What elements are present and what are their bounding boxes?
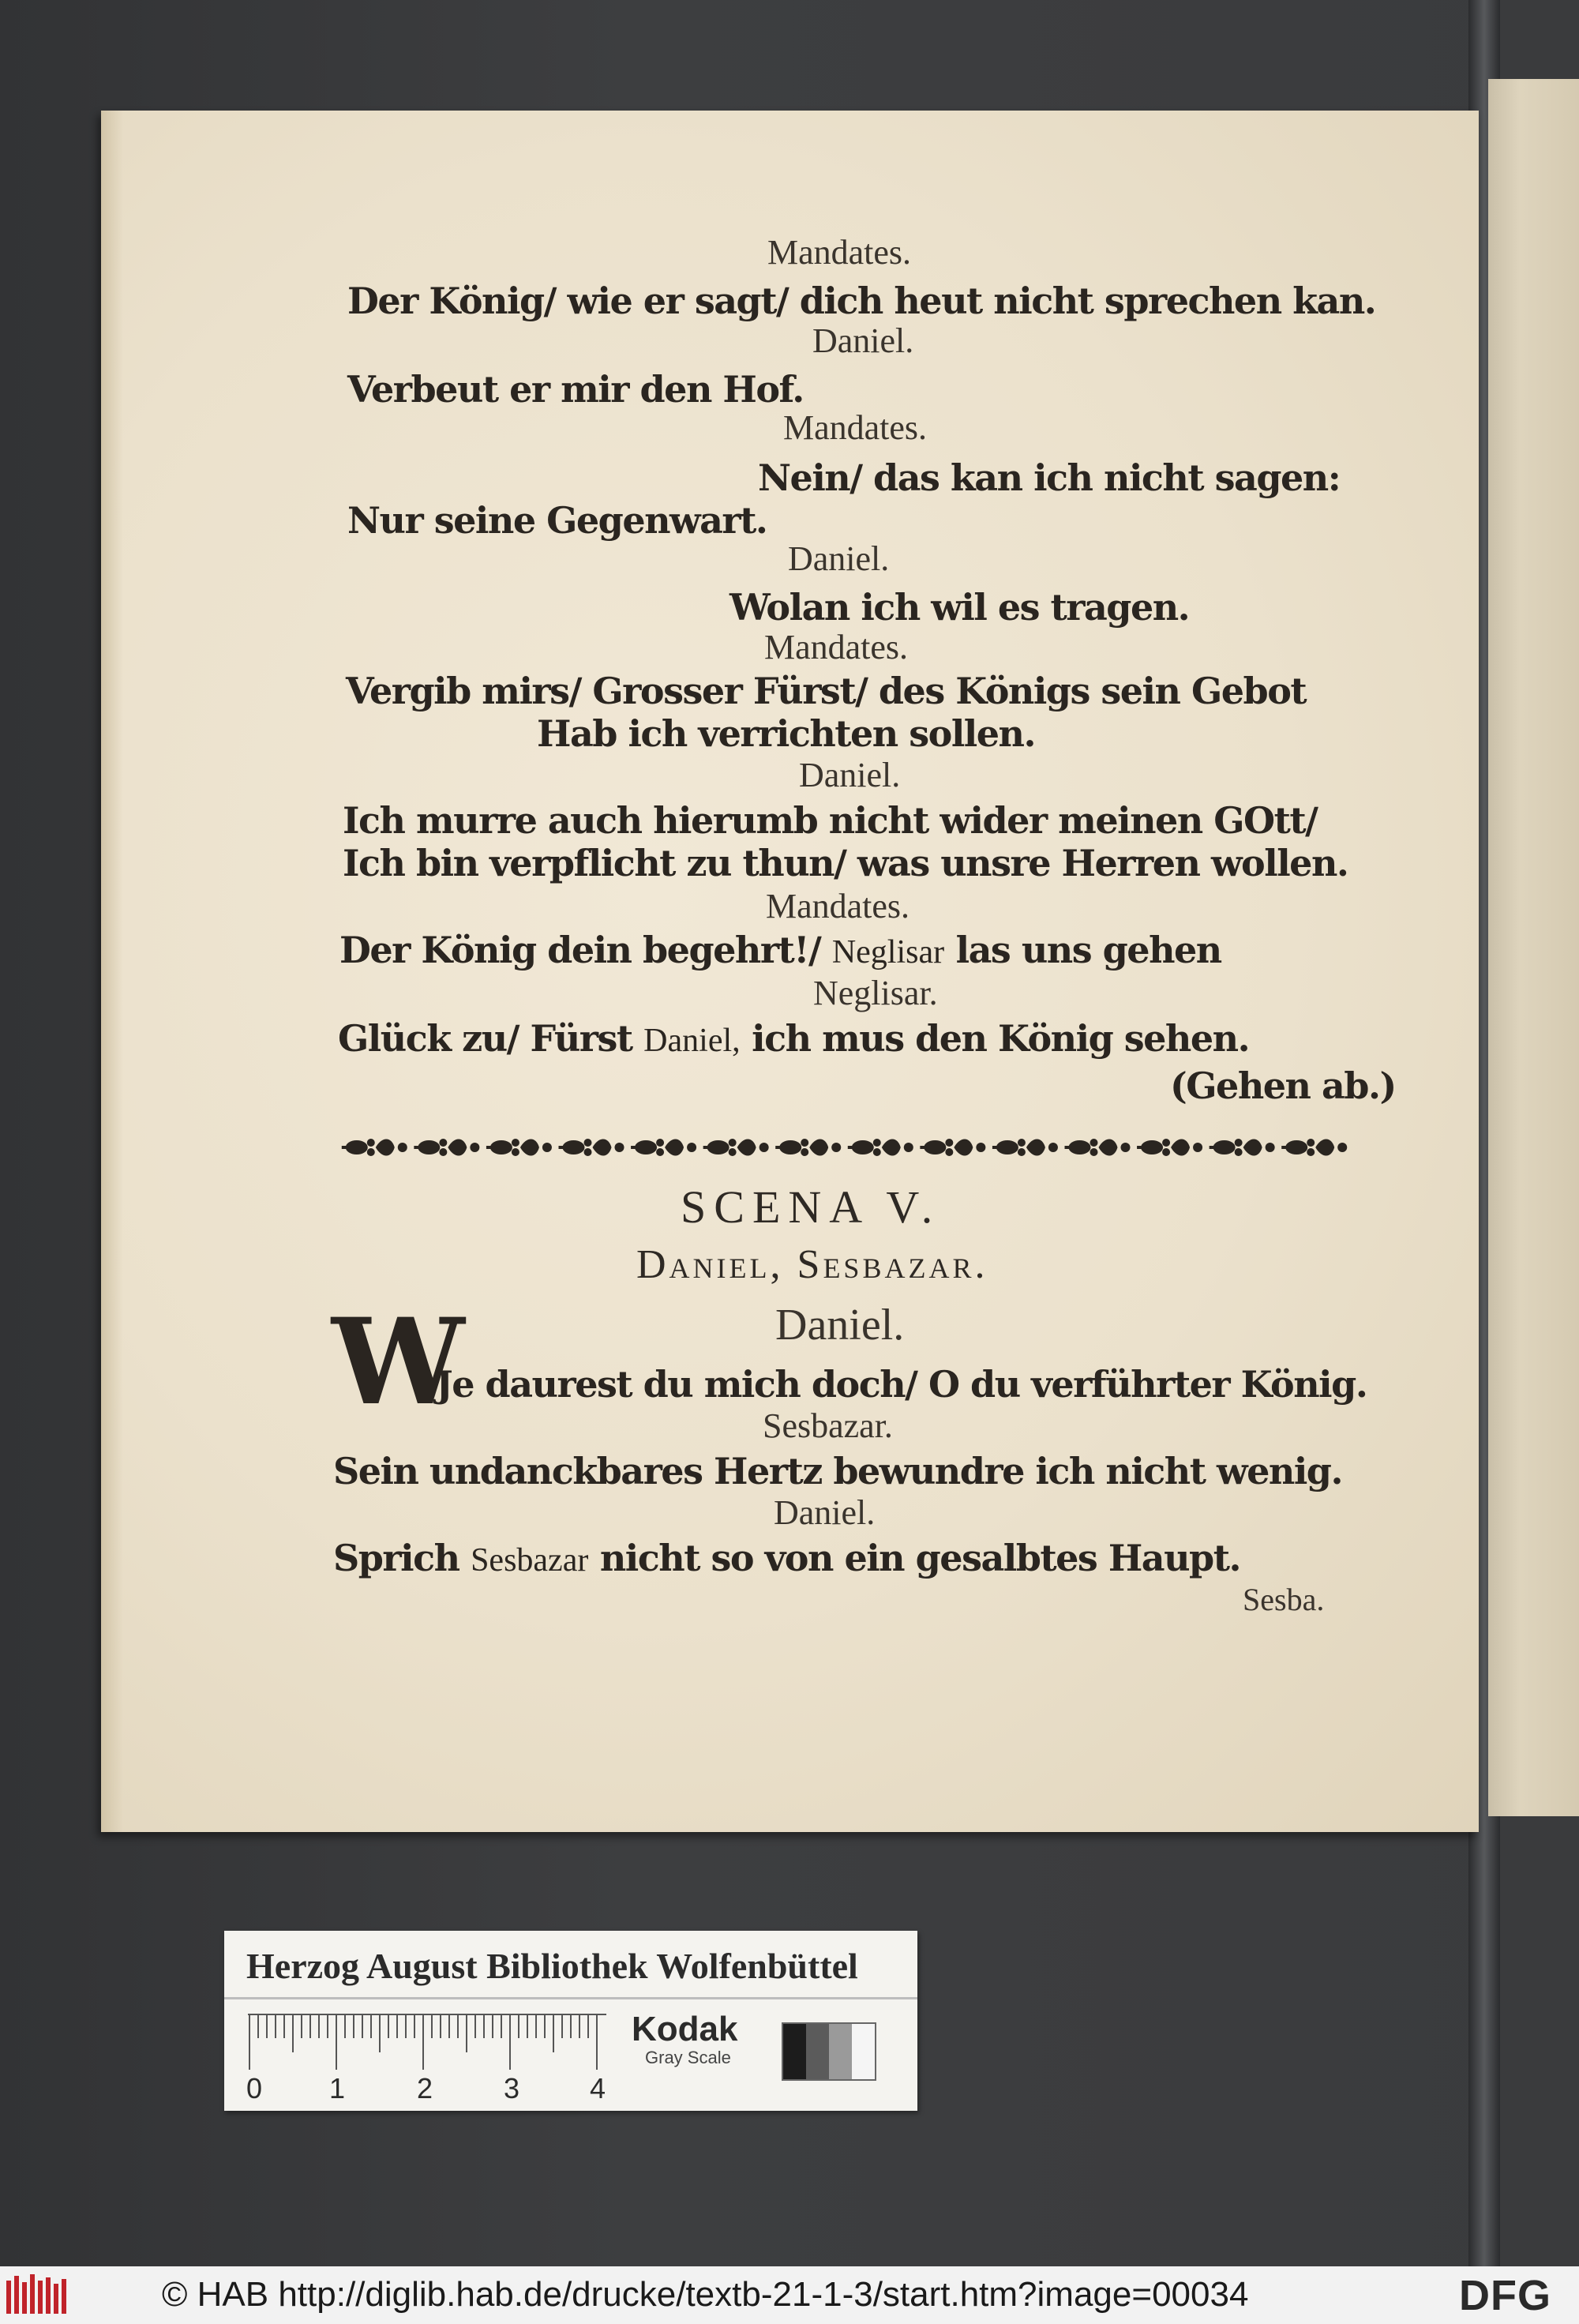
ornament-unit xyxy=(992,1139,1058,1156)
ruler-number: 1 xyxy=(329,2072,346,2104)
verse-line: Wolan ich wil es tragen. xyxy=(729,586,1190,629)
scene-title: SCENA V. xyxy=(681,1181,941,1233)
card-divider xyxy=(224,1997,917,1999)
ornament-unit xyxy=(631,1139,696,1156)
name-in-verse: Daniel, xyxy=(643,1023,741,1059)
hab-logo-icon xyxy=(5,2273,68,2317)
name-in-verse: Sesbazar xyxy=(471,1542,589,1579)
ornament-divider xyxy=(341,1131,1353,1164)
ornament-unit xyxy=(1210,1139,1275,1156)
ruler xyxy=(246,2010,609,2104)
footer-bar xyxy=(0,2266,1579,2324)
catchword: Sesba. xyxy=(1243,1582,1325,1617)
verse-fragment: ich mus den König sehen. xyxy=(740,1017,1250,1060)
gray-patch xyxy=(829,2024,852,2079)
dfg-logo: DFG xyxy=(1459,2272,1551,2319)
verse-line: Ich bin verpflicht zu thun/ was unsre Herren wollen. xyxy=(343,842,1348,884)
speaker-label: Daniel. xyxy=(812,321,914,360)
color-scale-card xyxy=(224,1931,917,2111)
ornament-unit xyxy=(1065,1139,1131,1156)
speaker-label: Daniel. xyxy=(799,756,901,794)
ornament-unit xyxy=(1137,1139,1202,1156)
speaker-label: Daniel. xyxy=(774,1493,876,1532)
verse-fragment: nicht so von ein gesalbtes Haupt. xyxy=(588,1537,1240,1579)
speaker-label: Daniel. xyxy=(775,1301,905,1350)
gray-patch xyxy=(806,2024,829,2079)
verse-fragment: Sprich xyxy=(333,1537,471,1579)
verse-line xyxy=(333,1537,1240,1579)
ornament-unit xyxy=(920,1139,985,1156)
ruler-number: 3 xyxy=(504,2072,520,2104)
speaker-label: Mandates. xyxy=(783,408,928,447)
verse-line: Der König/ wie er sagt/ dich heut nicht sprechen kan. xyxy=(347,280,1376,322)
gray-patch xyxy=(852,2024,875,2079)
kodak-logo: Kodak xyxy=(632,2010,738,2048)
ruler-number: 4 xyxy=(590,2072,606,2104)
verse-line: Hab ich verrichten sollen. xyxy=(537,712,1036,755)
verse-line: Je daurest du mich doch/ O du verführter König. xyxy=(436,1363,1367,1406)
speaker-label: Mandates. xyxy=(767,233,912,272)
ornament-unit xyxy=(775,1139,841,1156)
verse-fragment: Glück zu/ Fürst xyxy=(338,1017,644,1060)
gray-patch xyxy=(783,2024,806,2079)
ornament-unit xyxy=(486,1139,552,1156)
verse-line: Ich murre auch hierumb nicht wider meinen GOtt/ xyxy=(343,799,1318,842)
name-in-verse: Neglisar xyxy=(831,934,945,971)
gray-scale-label: Gray Scale xyxy=(645,2048,731,2067)
verse-line xyxy=(338,1017,1250,1060)
library-name: Herzog August Bibliothek Wolfenbüttel xyxy=(246,1946,858,1986)
adjacent-page xyxy=(1488,79,1579,1816)
verse-line: Vergib mirs/ Grosser Fürst/ des Königs sein Gebot xyxy=(346,670,1307,712)
drop-capital: W xyxy=(332,1293,465,1432)
speaker-label: Mandates. xyxy=(764,628,909,666)
verse-line xyxy=(339,929,1221,971)
speaker-label: Neglisar. xyxy=(813,974,938,1012)
ornament-unit xyxy=(848,1139,913,1156)
speaker-label: Daniel. xyxy=(788,539,890,578)
ornament-unit xyxy=(703,1139,769,1156)
verse-line: Nein/ das kan ich nicht sagen: xyxy=(758,456,1341,499)
stage-direction: (Gehen ab.) xyxy=(1170,1064,1396,1107)
verse-fragment: Der König dein begehrt!/ xyxy=(339,929,832,971)
verse-fragment: las uns gehen xyxy=(944,929,1221,971)
page-edge xyxy=(101,111,123,1832)
ornament-unit xyxy=(342,1139,407,1156)
verse-line: Verbeut er mir den Hof. xyxy=(347,368,804,411)
scene-persons: Daniel, Sesbazar. xyxy=(636,1242,988,1287)
ruler-number: 2 xyxy=(417,2072,433,2104)
verse-line: Sein undanckbares Hertz bewundre ich nicht wenig. xyxy=(333,1450,1342,1492)
ornament-unit xyxy=(559,1139,624,1156)
ornament-unit xyxy=(1281,1139,1347,1156)
ornament-unit xyxy=(414,1139,479,1156)
speaker-label: Mandates. xyxy=(766,887,910,925)
copyright-url: © HAB http://diglib.hab.de/drucke/textb-21-1-3/start.htm?image=00034 xyxy=(162,2275,1249,2314)
gray-patches xyxy=(782,2022,876,2081)
ruler-number: 0 xyxy=(246,2072,263,2104)
verse-line: Nur seine Gegenwart. xyxy=(347,499,767,542)
speaker-label: Sesbazar. xyxy=(763,1406,893,1445)
